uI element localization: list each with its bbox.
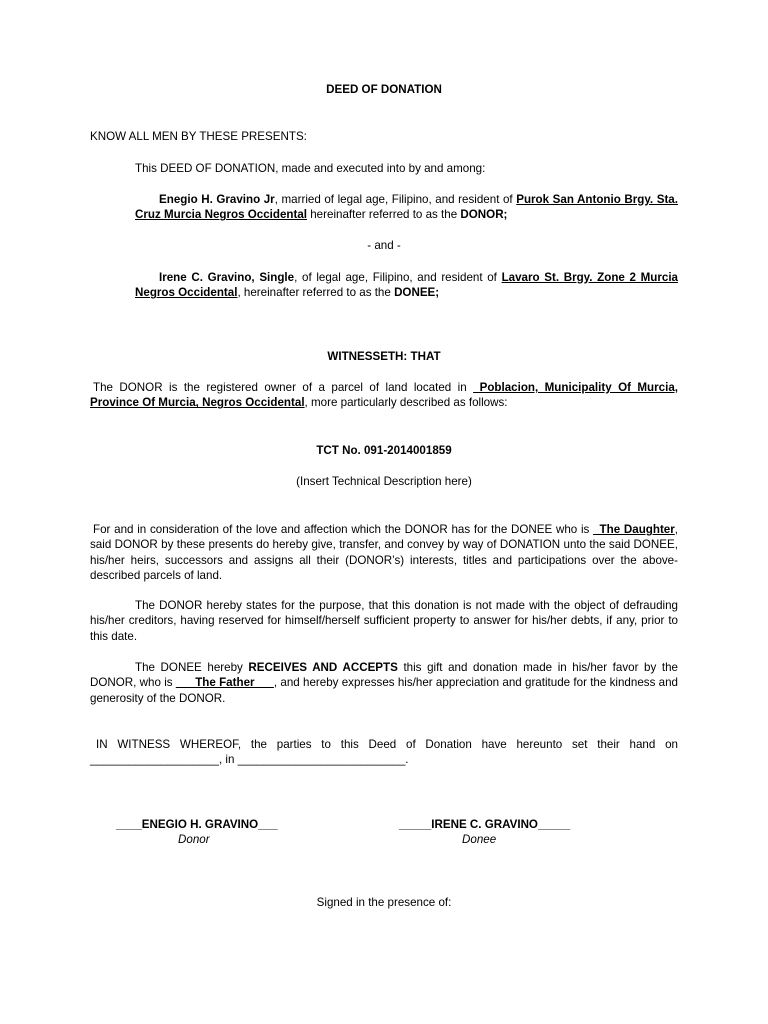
donor-signature-role: Donor — [178, 833, 210, 846]
witnesseth-heading: WITNESSETH: THAT — [327, 350, 441, 363]
purpose-paragraph: The DONOR hereby states for the purpose, that this donation is not made with the object of defrauding his/her creditors, having reserved for himself/herself sufficient property to answer for his/her debts, if any, prior to this date. — [90, 599, 678, 643]
witness-whereof-paragraph: IN WITNESS WHEREOF, the parties to this Deed of Donation have hereunto set their hand on ____________________, in __________________________. — [90, 738, 678, 767]
donee-signature-role: Donee — [462, 833, 497, 846]
preamble-line: This DEED OF DONATION, made and executed into by and among: — [135, 162, 486, 175]
donee-signature-name: _____IRENE C. GRAVINO_____ — [399, 818, 571, 831]
donor-party-address: Purok San Antonio Brgy. Sta. Cruz Murcia Negros Occidental — [135, 193, 678, 222]
receives-accepts-text: RECEIVES AND ACCEPTS — [248, 661, 398, 674]
donor-role: DONOR; — [460, 208, 508, 222]
technical-description-placeholder: (Insert Technical Description here) — [296, 475, 472, 488]
tct-number: TCT No. 091-2014001859 — [316, 444, 452, 457]
donor-relation: ___The Father___ — [175, 676, 274, 690]
donee-party-address: Lavaro St. Brgy. Zone 2 Murcia Negros Occidental — [135, 271, 678, 300]
owner-paragraph: The DONOR is the registered owner of a parcel of land located in _Poblacion, Municipality Of Murcia, Province Of Murcia, Negros Occidental, more particularly described as follows: — [90, 381, 678, 410]
donee-party-paragraph: Irene C. Gravino, Single, of legal age, Filipino, and resident of Lavaro St. Brgy. Zone 2 Murcia Negros Occidental, hereinafter referred to as the DONEE; — [135, 271, 678, 300]
donee-role: DONEE; — [394, 286, 440, 300]
intro-line: KNOW ALL MEN BY THESE PRESENTS: — [90, 130, 307, 143]
donor-party-name: Enegio H. Gravino Jr — [159, 193, 275, 206]
consideration-paragraph: For and in consideration of the love and affection which the DONOR has for the DONEE who is _The Daughter, said DONOR by these presents do hereby give, transfer, and convey by way of DONATION unto the said DONEE, his/her heirs, successors and assigns all their (DONOR’s) interests, titles and participations over the above-described parcels of land. — [90, 523, 678, 583]
donee-relation: _The Daughter — [593, 523, 675, 536]
donor-signature-name: ____ENEGIO H. GRAVINO___ — [116, 818, 278, 831]
land-location: _Poblacion, Municipality Of Murcia, Province Of Murcia, Negros Occidental — [90, 381, 678, 410]
and-separator: - and - — [367, 239, 401, 252]
signed-in-presence-line: Signed in the presence of: — [316, 896, 452, 909]
donee-party-name: Irene C. Gravino, Single — [159, 271, 295, 284]
document-title: DEED OF DONATION — [326, 83, 442, 96]
acceptance-paragraph: The DONEE hereby RECEIVES AND ACCEPTS this gift and donation made in his/her favor by the DONOR, who is ___The Father___, and hereby expresses his/her appreciation and gratitude for the kindness and generosity of the DONOR. — [90, 661, 678, 705]
donor-party-paragraph: Enegio H. Gravino Jr, married of legal age, Filipino, and resident of Purok San Antonio Brgy. Sta. Cruz Murcia Negros Occidental hereinafter referred to as the DONOR; — [135, 193, 678, 222]
